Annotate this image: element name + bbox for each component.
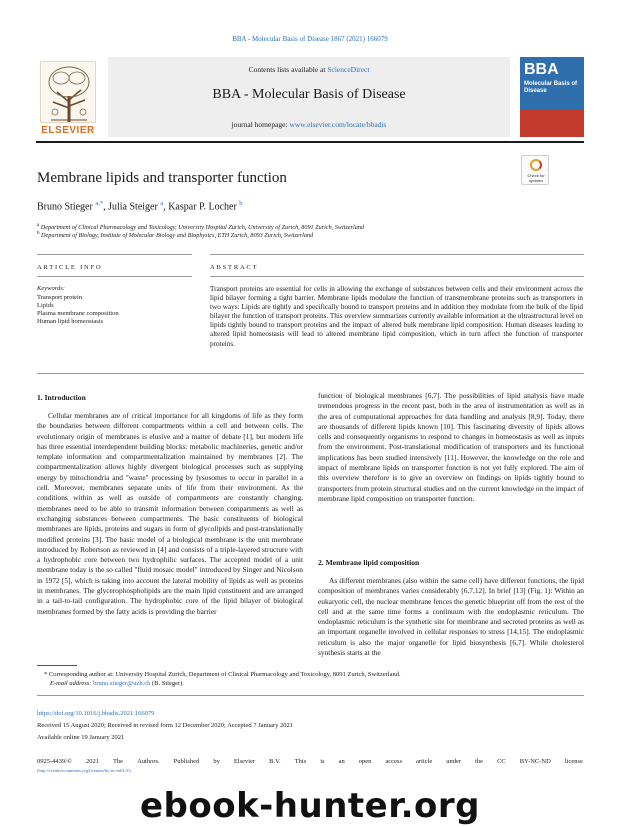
cover-title: BBA — [524, 61, 559, 78]
abstract-heading: ABSTRACT — [210, 264, 259, 271]
author-affiliation-marker[interactable]: a — [160, 200, 164, 207]
author-list: Bruno Stieger $^{a,*}$, Julia Steiger $^a$, Kaspar P. Locher $^b$ — [37, 200, 243, 213]
journal-cover-image[interactable] — [520, 57, 584, 137]
email-link[interactable]: bruno.stieger@uzh.ch — [93, 680, 151, 687]
abstract-rule — [210, 276, 584, 277]
abstract-text: Transport proteins are essential for cells in allowing the exchange of substances between cells and their environment across the lipid bilayer forming a tight barrier. Membrane lipids modulate the function of transmembrane proteins such as transporters in two ways: Lipids are tightly and specifically bound to transport proteins and in addition they modulate from the bulk of the lipid bilayer the function of transport proteins. This overview summarizes currently available information at the ultrastructural level on lipids tightly bound to transport proteins and the impact of altered bulk membrane lipid composition. Human diseases leading to altered lipid homeostasis will lead to altered membrane lipid composition, which in turn affect the function of transporter proteins. — [210, 285, 583, 348]
corresponding-author-footnote: * Corresponding author at: University Hospital Zurich, Department of Clinical Pharmacology and Toxicology, 8091 Zurich, Switzerland. — [44, 671, 401, 678]
author-name[interactable]: Bruno Stieger — [37, 201, 93, 213]
article-title: Membrane lipids and transporter function — [37, 170, 287, 186]
elsevier-tree-icon — [40, 61, 96, 123]
license-line: 0925-4439/© 2021 The Authors. Published by Elsevier B.V. This is an open access article under the CC BY-NC-ND license — [37, 758, 583, 765]
journal-info-box — [108, 57, 510, 137]
keyword: Transport protein — [37, 294, 83, 301]
sciencedirect-link[interactable]: ScienceDirect — [327, 65, 370, 74]
journal-masthead — [36, 57, 584, 137]
article-info-heading: ARTICLE INFO — [37, 264, 103, 271]
article-info-rule — [37, 254, 192, 255]
body-column-right-sec2 — [318, 576, 584, 658]
affiliation: $^a$ Department of Clinical Pharmacology and Toxicology, University Hospital Zurich, University of Zurich, 8091 Zurich, Switzerland — [37, 223, 365, 232]
keywords-label: Keywords: — [37, 285, 65, 292]
homepage-link[interactable]: www.elsevier.com/locate/bbadis — [289, 120, 387, 129]
cover-graphic — [520, 109, 584, 137]
check-updates-label: Check for updates — [527, 173, 545, 183]
front-matter-rule — [37, 373, 584, 374]
journal-name: BBA - Molecular Basis of Disease — [212, 87, 406, 102]
body-column-right — [318, 391, 584, 504]
license-url[interactable]: (http://creativecommons.org/licenses/by-nc-nd/4.0/). — [37, 768, 132, 773]
homepage-line: journal homepage: www.elsevier.com/locate/bbadis — [231, 120, 387, 129]
body-column-left — [37, 411, 303, 617]
author-affiliation-marker[interactable]: a,* — [95, 200, 104, 207]
body-paragraph: As different membranes (also within the same cell) have different functions, the lipid composition of membranes varies considerably [6,7,12]. In brief [13] (Fig. 1): Within an eukaryotic cell, the nuclear membrane fences the genetic blueprint off from the rest of the cell and at the same time forms a continuum with the endoplasmic reticulum. The endoplasmic reticulum is the synthetic site for membrane and secreted proteins as well as an important organelle involved in cellular responses to stress [14,15]. The endoplasmic reticulum is also the major organelle for lipid biosynthesis [6,7]. While cholesterol synthesis starts at the — [318, 576, 584, 658]
check-for-updates-badge[interactable] — [521, 155, 549, 185]
pubinfo-rule — [37, 695, 584, 696]
abstract-rule — [210, 254, 584, 255]
section-heading-membrane-lipid-composition: 2. Membrane lipid composition — [318, 558, 420, 567]
running-head[interactable]: BBA - Molecular Basis of Disease 1867 (2021) 166079 — [232, 35, 388, 43]
elsevier-logo — [36, 61, 100, 137]
author-affiliation-marker[interactable]: b — [239, 200, 243, 207]
author-name[interactable]: Kaspar P. Locher — [168, 201, 237, 213]
watermark: ebook-hunter.org — [139, 786, 481, 826]
section-heading-introduction: 1. Introduction — [37, 393, 86, 402]
article-info-rule — [37, 276, 192, 277]
doi-link[interactable]: https://doi.org/10.1016/j.bbadis.2021.166079 — [37, 710, 155, 717]
footnote-rule — [37, 665, 77, 666]
received-dates: Received 15 August 2020; Received in revised form 12 December 2020; Accepted 7 January 2021 — [37, 722, 293, 729]
cover-subtitle: Molecular Basis of Disease — [524, 81, 578, 94]
masthead-rule — [36, 141, 584, 143]
body-paragraph: function of biological membranes [6,7]. The possibilities of lipid analysis have made tremendous progress in the recent past, both in the area of instrumentation as well as in the area of computational approaches for data handling and analysis [8,9]. Today, there are thousands of different lipids known [10]. This fascinating diversity of lipids allows cells and consequently organisms to respond to changes in homeostasis as well as inputs from the environment. Post-translational modification of transporters and its functional implications has been studied intensively [11]. However, the knowledge on the role and impact of membrane lipids on transporter function is not yet fully explored. The aim of this overview therefore is to give an overview on findings on lipids tightly bound to transporters from protein structural studies and on the current knowledge on the impact of membrane lipid composition on transporter function. — [318, 391, 584, 503]
online-date: Available online 19 January 2021 — [37, 734, 125, 741]
email-footnote: E-mail address: bruno.stieger@uzh.ch (B. Stieger). — [50, 680, 184, 687]
elsevier-wordmark: ELSEVIER — [41, 125, 95, 136]
keyword: Human lipid homeostasis — [37, 318, 104, 325]
keyword: Lipids — [37, 302, 54, 309]
keyword: Plasma membrane composition — [37, 310, 119, 317]
affiliation: $^b$ Department of Biology, Institute of Molecular Biology and Biophysics, ETH Zurich, 8093 Zurich, Switzerland — [37, 231, 314, 240]
author-name[interactable]: Julia Steiger — [108, 201, 158, 213]
check-updates-icon — [530, 159, 542, 171]
body-paragraph: Cellular membranes are of critical importance for all kingdoms of life as they form the boundaries between different compartments within a cell and between cells. The evolutionary origin of membranes is elusive and a matter of debate [1], but modern life has three essential interdependent building blocks: metabolic machineries, genetic and/or template information and compartmentalization maintained by membranes [2]. The compartmentalization allows highly divergent biological processes such as supplying energy by mitochondria and "waste" processing by lysosomes to occur in parallel in a cell. Moreover, membranes separate units of life from their environment. As the conditions within as well as outside of compartments are constantly changing, membranes need to be able to transmit information between compartments as well as exchanging substances between compartments. The basic constituents of biological membranes are lipids, proteins and sugars in form of glycolipids and post-translationally modified proteins [3]. The basic model of a biological membrane is the unit membrane introduced by Robertson as reviewed in [4] and consists of a triple-layered structure with a hydrophobic core between two hydrophilic surfaces. The accepted model of a unit membrane today is the so called "fluid mosaic model" introduced by Singer and Nicolson in 1972 [5], which is taking into account the lateral mobility of lipids as well as proteins in membranes. The glycerophospholipids are the main lipid constituent and are arranged in a tail-to-tail configuration. The hydrophobic core of the lipid bilayer of biological membranes formed by the fatty acids is providing the barrier — [37, 411, 303, 616]
contents-line: Contents lists available at ScienceDirect — [248, 65, 370, 74]
